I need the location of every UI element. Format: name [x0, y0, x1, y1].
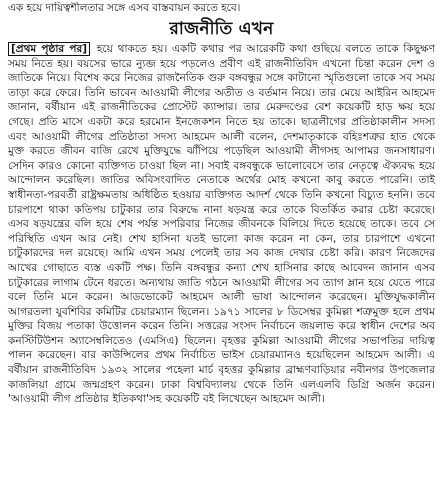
article-body	[8, 42, 435, 407]
article-headline: রাজনীতি এখন	[169, 19, 274, 39]
jump-label: [প্রথম পৃষ্ঠার পর]	[8, 42, 90, 56]
previous-article-tail: এক হয়ে দায়িত্বশীলতার সঙ্গে এসব বাস্তবায়ন করতে হবে।	[8, 2, 241, 14]
article-body-text: হয়ে থাকতে হয়। একটি কথার পর আরেকটি কথা গুছিয়ে বলতে তাকে কিছুক্ষণ সময় নিতে হয়। বয়সের ভারে ন্যুব্জ হয়ে পড়লেও প্রবীণ এই রাজনীতিবিদ এখনো চিন্তা করেন দেশ ও জাতিকে নিয়ে। বিশেষ করে নিজের রাজনৈতিক গুরু বঙ্গবন্ধুর সঙ্গে কাটানো স্মৃতিগুলো তাকে সব সময় তাড়া করে ফেরে। তিনি ভাবেন আওয়ামী লীগের অতীত ও বর্তমান নিয়ে। তার মেয়ে আইরিন আহমেদ জানান, বর্ষীয়ান এই রাজনীতিকের প্রোস্টেট ক্যান্সার। তার মেরুদণ্ডের বেশ কয়েকটি হাড় ক্ষয় হয়ে গেছে। প্রতি মাসে একটা করে হরমোন ইনজেকশন নিতে হয় তাকে। ছাত্রলীগের প্রতিষ্ঠাকালীন সদস্য এবং আওয়ামী লীগের প্রতিষ্ঠাতা সদস্য আহমেদ আলী বলেন, দেশমাতৃকাকে বহিঃশত্রুর হাত থেকে মুক্ত করতে জীবন বাজি রেখে মুক্তিযুদ্ধে ঝাঁপিয়ে পড়েছিল আওয়ামী লীগসহ আপামর জনসাধারণ। সেদিন কারও কোনো ব্যক্তিগত চাওয়া ছিল না। সবাই বঙ্গবন্ধুকে ভালোবেসে তার নেতৃত্বে ঐক্যবদ্ধ হয়ে আন্দোলন করেছিল। জাতির অবিসংবাদিত নেতাকে অর্থের মোহ কখনো কাবু করতে পারেনি। তাই স্বাধীনতা-পরবর্তী রাষ্ট্রক্ষমতায় অধিষ্ঠিত হওয়ার ব্যক্তিগত আদর্শ থেকে তিনি কখনো বিচ্যুত হননি। তবে চারপাশে থাকা কতিপয় চাটুকার তার বিরুদ্ধে নানা ষড়যন্ত্র করে তাকে বিতর্কিত করার চেষ্টা করেছে। এসব ষড়যন্ত্রের বলি হয়ে শেষ পর্যন্ত সপরিবার নিজের জীবনকে বিলিয়ে দিতে হয়েছে তাকে। তবে সে পরিস্থিতি এখন আর নেই। শেখ হাসিনা যতই ভালো কাজ করেন না কেন, তার চারপাশে এখনো চাটুকারদের দল রয়েছে। আমি এখন সময় পেলেই তার সব কাজ দেখার চেষ্টা করি। কারণ নিজেদের আখের গোছাতে ব্যস্ত একটি পক্ষ। তিনি বঙ্গবন্ধুর কন্যা শেখ হাসিনার কাছে আবেদন জানান এসব চাটুকারের লাগাম টেনে ধরতে। অন্যথায় জাতি গঠনে আওয়ামী লীগের সব ত্যাগ ম্লান হয়ে যেতে পারে বলে তিনি মনে করেন। আডভোকেট আহমেদ আলী ভাষা আন্দোলন করেছেন। মুক্তিযুদ্ধকালীন আগরতলা যুবশিবির কমিটির চেয়ারম্যান ছিলেন। ১৯৭১ সালের ৮ ডিসেম্বর কুমিল্লা শত্রুমুক্ত হলে প্রথম মুক্তির বিজয় পতাকা উত্তোলন করেন তিনি। সত্তরের সংসদ নির্বাচনে জয়লাভ করে স্বাধীন দেশের অব কনস্টিটিউশন অ্যাসেম্বলিতেও (এমসিএ) ছিলেন। বৃহত্তর কুমিল্লা আওয়ামী লীগের সভাপতির দায়িত্ব পালন করেছেন। বার কাউন্সিলের প্রথম নির্বাচিত ভাইস চেয়ারম্যানও হয়েছিলেন আহমেদ আলী। এ বর্ষীয়ান রাজনীতিবিদ ১৯৩২ সালের পহেলা মার্চ বৃহত্তর কুমিল্লার ব্রাহ্মণবাড়িয়ার নবীনগর উপজেলার কাজলিয়া গ্রামে জন্মগ্রহণ করেন। ঢাকা বিশ্ববিদ্যালয় থেকে তিনি এলএলবি ডিগ্রি অর্জন করেন। 'আওয়ামী লীগ প্রতিষ্ঠার ইতিকথা'সহ কয়েকটি বই লিখেছেন আহমেদ আলী।	[8, 43, 435, 406]
